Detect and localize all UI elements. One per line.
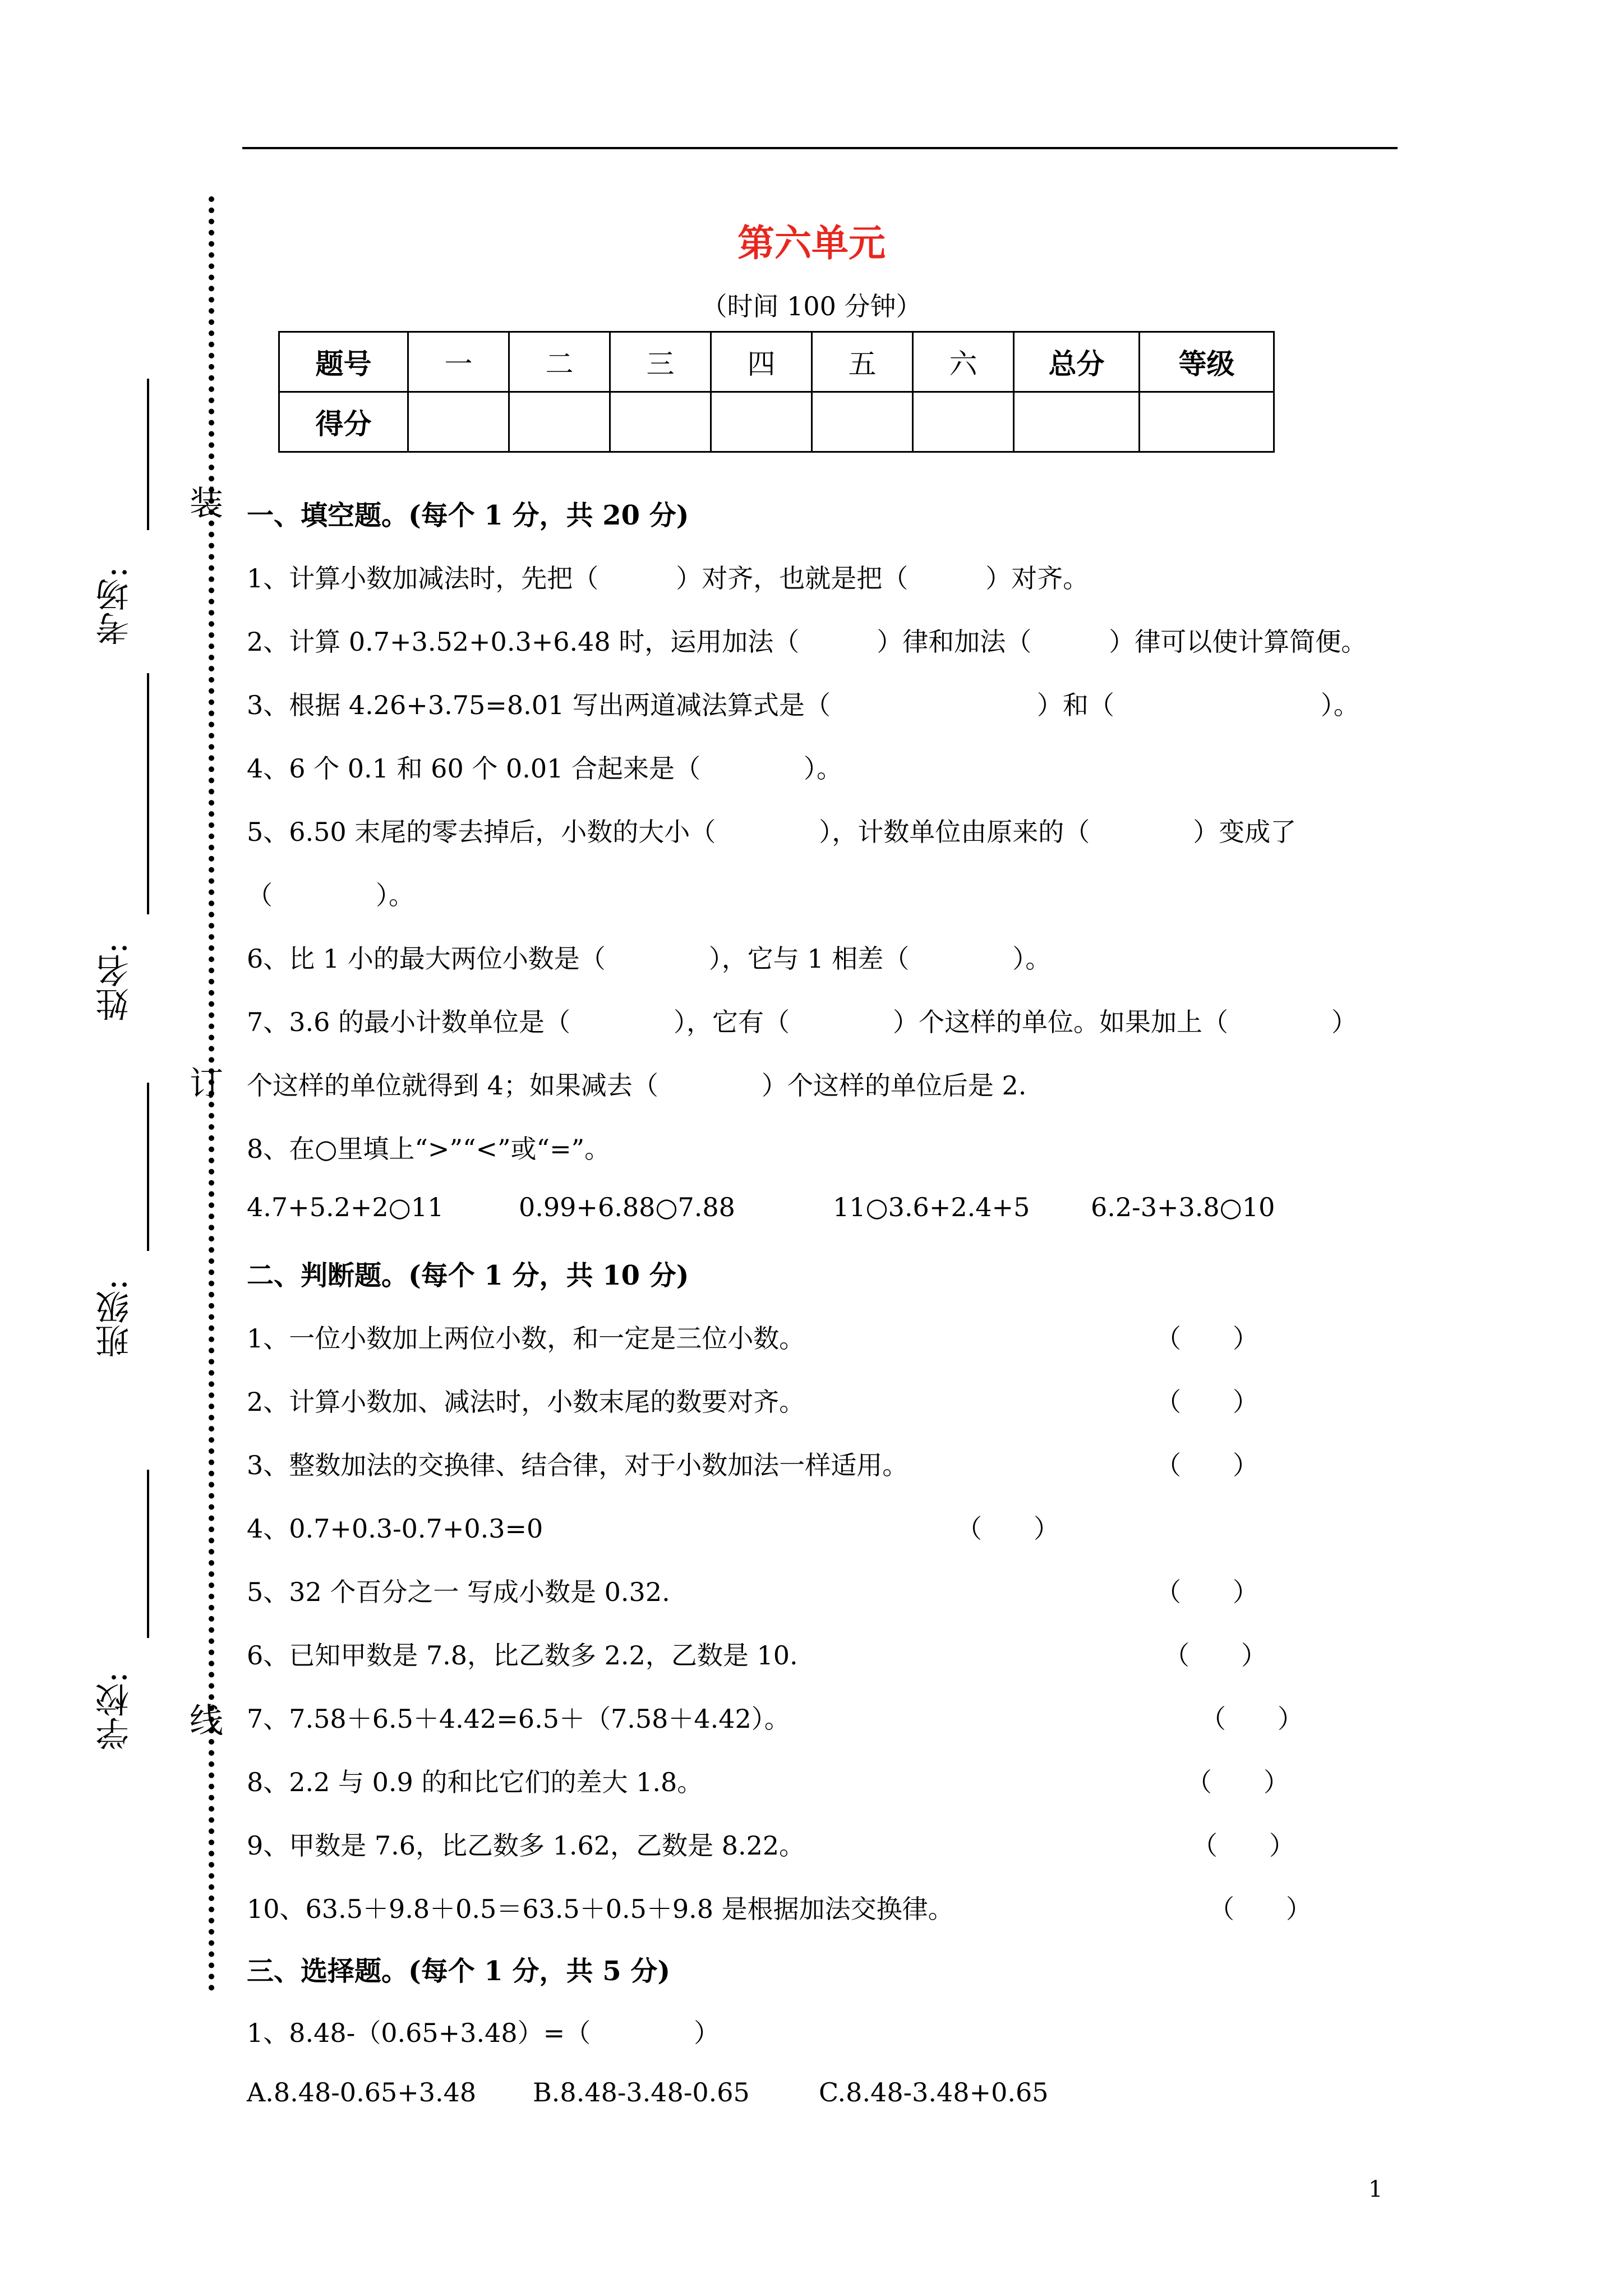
header-rule xyxy=(242,147,1398,149)
question-line: 5、6.50 末尾的零去掉后，小数的大小（ ），计数单位由原来的（ ）变成了 xyxy=(247,817,1297,847)
score-cell[interactable] xyxy=(610,392,711,452)
judgement-item: 1、一位小数加上两位小数，和一定是三位小数。 xyxy=(247,1323,805,1354)
header-cell: 六 xyxy=(913,332,1014,392)
field-class xyxy=(84,1279,146,1358)
score-table xyxy=(278,331,1275,453)
field-name-label: 姓名: xyxy=(95,942,135,1022)
judgement-item: 9、甲数是 7.6，比乙数多 1.62，乙数是 8.22。 xyxy=(247,1830,805,1861)
time-note: （时间 100 分钟） xyxy=(701,291,922,321)
header-cell: 二 xyxy=(509,332,610,392)
score-cell[interactable] xyxy=(812,392,913,452)
question-line: 6、比 1 小的最大两位小数是（ ），它与 1 相差（ ）。 xyxy=(247,944,1052,974)
header-cell: 等级 xyxy=(1140,332,1274,392)
score-cell[interactable] xyxy=(1140,392,1274,452)
section-heading-multiple-choice: 三、选择题。(每个 1 分，共 5 分) xyxy=(247,1955,671,1987)
judgement-blank: （ ） xyxy=(1164,1640,1267,1671)
field-school xyxy=(84,1672,146,1750)
judgement-item: 2、计算小数加、减法时，小数末尾的数要对齐。 xyxy=(247,1387,805,1417)
question-line: 1、计算小数加减法时，先把（ ）对齐，也就是把（ ）对齐。 xyxy=(247,563,1089,593)
choice-option-c: C.8.48-3.48+0.65 xyxy=(819,2077,1049,2108)
score-cell[interactable] xyxy=(711,392,812,452)
compare-item: 11○3.6+2.4+5 xyxy=(833,1192,1030,1222)
judgement-item: 5、32 个百分之一 写成小数是 0.32. xyxy=(247,1577,670,1607)
field-blank-line xyxy=(147,1470,149,1638)
page-title: 第六单元 xyxy=(737,221,886,265)
judgement-item: 6、已知甲数是 7.8，比乙数多 2.2，乙数是 10. xyxy=(247,1640,798,1671)
header-cell: 五 xyxy=(812,332,913,392)
judgement-item: 4、0.7+0.3-0.7+0.3=0 xyxy=(247,1513,543,1544)
section-heading-fill-in: 一、填空题。(每个 1 分，共 20 分) xyxy=(247,500,689,531)
field-school-label: 学校: xyxy=(95,1672,135,1751)
header-cell: 题号 xyxy=(279,332,408,392)
score-cell[interactable] xyxy=(509,392,610,452)
judgement-item: 8、2.2 与 0.9 的和比它们的差大 1.8。 xyxy=(247,1767,703,1797)
question-line: 7、3.6 的最小计数单位是（ ），它有（ ）个这样的单位。如果加上（ ） xyxy=(247,1007,1358,1037)
header-cell: 三 xyxy=(610,332,711,392)
question-line: 4、6 个 0.1 和 60 个 0.01 合起来是（ ）。 xyxy=(247,753,842,784)
question-line: （ ）。 xyxy=(247,880,414,910)
judgement-blank: （ ） xyxy=(1192,1830,1295,1861)
field-exam-room-label: 考场: xyxy=(95,567,135,646)
judgement-blank: （ ） xyxy=(956,1513,1059,1544)
field-blank-line xyxy=(147,673,149,914)
choice-option-a: A.8.48-0.65+3.48 xyxy=(247,2077,477,2108)
binding-char-middle: 订 xyxy=(190,1065,223,1104)
judgement-blank: （ ） xyxy=(1155,1387,1258,1417)
section-heading-true-false: 二、判断题。(每个 1 分，共 10 分) xyxy=(247,1260,689,1291)
page-number: 1 xyxy=(1368,2177,1383,2202)
binding-char-top: 装 xyxy=(190,484,223,523)
header-cell: 一 xyxy=(408,332,509,392)
score-table-header-row xyxy=(279,332,1274,392)
compare-item: 4.7+5.2+2○11 xyxy=(247,1192,444,1222)
score-row-label: 得分 xyxy=(279,392,408,452)
judgement-blank: （ ） xyxy=(1155,1577,1258,1607)
score-table-score-row xyxy=(279,392,1274,452)
judgement-item: 3、整数加法的交换律、结合律，对于小数加法一样适用。 xyxy=(247,1450,909,1480)
compare-item: 0.99+6.88○7.88 xyxy=(519,1192,735,1222)
question-line: 3、根据 4.26+3.75=8.01 写出两道减法算式是（ ）和（ ）。 xyxy=(247,690,1359,720)
field-name xyxy=(84,942,146,1021)
question-line: 2、计算 0.7+3.52+0.3+6.48 时，运用加法（ ）律和加法（ ）律可以使计算简便。 xyxy=(247,627,1367,657)
score-cell[interactable] xyxy=(408,392,509,452)
judgement-blank: （ ） xyxy=(1155,1450,1258,1480)
field-exam-room xyxy=(84,567,146,645)
judgement-blank: （ ） xyxy=(1209,1894,1312,1924)
question-line: 个这样的单位就得到 4；如果减去（ ）个这样的单位后是 2. xyxy=(247,1070,1027,1101)
choice-question: 1、8.48-（0.65+3.48）=（ ） xyxy=(247,2018,720,2048)
judgement-blank: （ ） xyxy=(1200,1704,1303,1734)
judgement-item: 10、63.5＋9.8＋0.5＝63.5＋0.5＋9.8 是根据加法交换律。 xyxy=(247,1894,954,1924)
compare-item: 6.2-3+3.8○10 xyxy=(1091,1192,1275,1222)
judgement-item: 7、7.58＋6.5＋4.42=6.5＋（7.58＋4.42）。 xyxy=(247,1704,790,1734)
judgement-blank: （ ） xyxy=(1155,1323,1258,1354)
header-cell: 总分 xyxy=(1014,332,1140,392)
judgement-blank: （ ） xyxy=(1186,1767,1289,1797)
field-class-label: 班级: xyxy=(95,1279,135,1358)
field-blank-line xyxy=(147,379,149,530)
question-line: 8、在○里填上“>”“<”或“=”。 xyxy=(247,1134,611,1164)
header-cell: 四 xyxy=(711,332,812,392)
choice-option-b: B.8.48-3.48-0.65 xyxy=(533,2077,750,2108)
score-cell[interactable] xyxy=(913,392,1014,452)
binding-char-bottom: 线 xyxy=(190,1701,223,1741)
field-blank-line xyxy=(147,1083,149,1251)
score-cell[interactable] xyxy=(1014,392,1140,452)
